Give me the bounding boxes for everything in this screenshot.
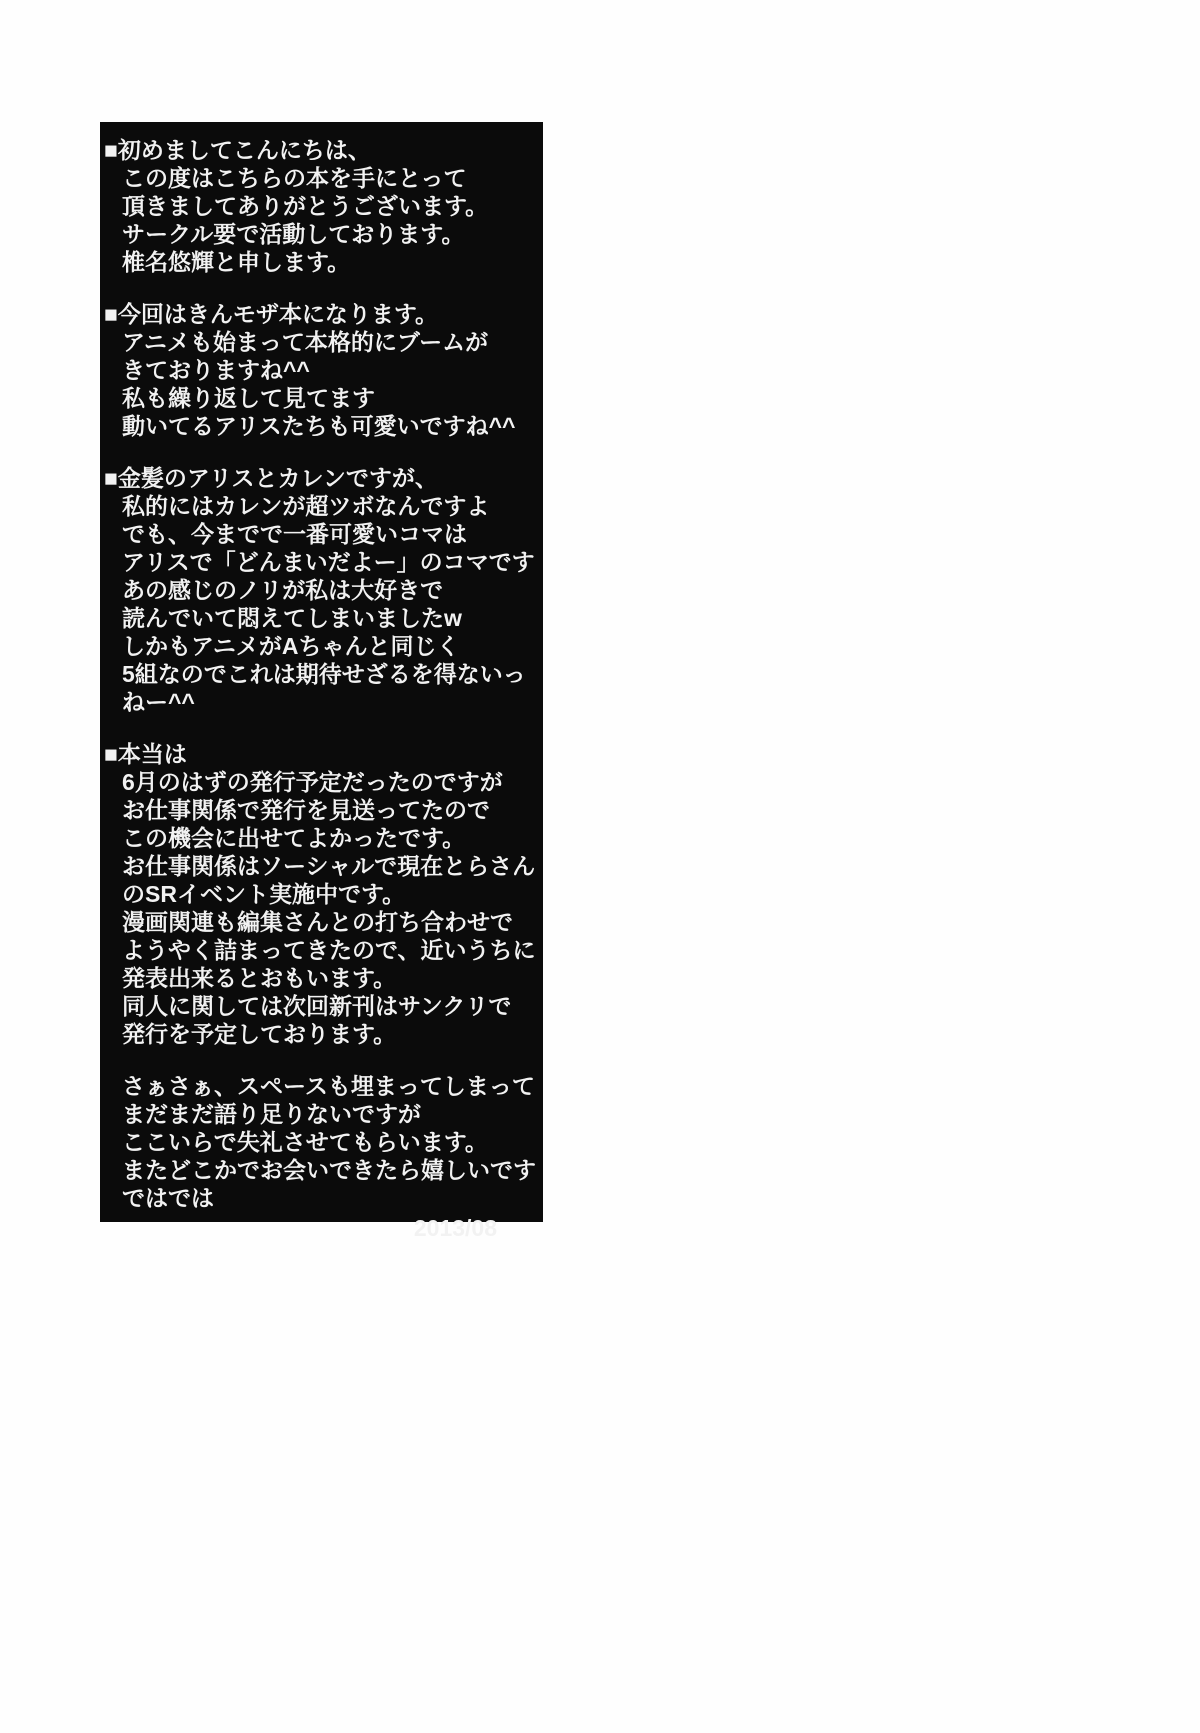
text-line: お仕事関係はソーシャルで現在とらさん <box>122 853 536 879</box>
text-line: あの感じのノリが私は大好きで <box>122 577 444 603</box>
paragraph <box>100 464 543 716</box>
text-line: ようやく詰まってきたので、近いうちに <box>122 937 536 963</box>
paragraph <box>100 300 543 440</box>
text-line: 椎名悠輝と申します。 <box>122 249 351 275</box>
text-line: 6月のはずの発行予定だったのですが <box>122 769 503 795</box>
text-line: でも、今までで一番可愛いコマは <box>122 521 467 547</box>
text-line: ■金髪のアリスとカレンですが、 <box>104 465 438 491</box>
text-line: この機会に出せてよかったです。 <box>122 825 466 851</box>
text-line: この度はこちらの本を手にとって <box>122 165 467 191</box>
paragraph <box>100 740 543 1048</box>
text-line: アニメも始まって本格的にブームが <box>122 329 489 355</box>
text-line: 私も繰り返して見てます <box>122 385 375 411</box>
text-line: お仕事関係で発行を見送ってたので <box>122 797 490 823</box>
text-line: 発表出来るとおもいます。 <box>122 965 397 991</box>
text-line: のSRイベント実施中です。 <box>122 881 406 907</box>
text-line: ここいらで失礼させてもらいます。 <box>122 1129 488 1155</box>
afterword-panel <box>100 122 543 1241</box>
text-line: またどこかでお会いできたら嬉しいです <box>122 1157 536 1183</box>
text-line: 私的にはカレンが超ツボなんですよ <box>122 493 490 519</box>
text-line: ねー^^ <box>122 689 195 715</box>
text-line: 動いてるアリスたちも可愛いですね^^ <box>122 413 516 439</box>
text-line: 同人に関しては次回新刊はサンクリで <box>122 993 512 1019</box>
text-line: さぁさぁ、スペースも埋まってしまって <box>122 1073 535 1099</box>
text-line: 5組なのでこれは期待せざるを得ないっ <box>122 661 526 687</box>
text-line: 頂きましてありがとうございます。 <box>122 193 489 219</box>
text-line: 読んでいて悶えてしまいましたw <box>122 605 462 631</box>
text-line: まだまだ語り足りないですが <box>122 1101 421 1127</box>
text-line: 発行を予定しております。 <box>122 1021 397 1047</box>
text-line: ■今回はきんモザ本になります。 <box>104 301 439 327</box>
text-line: サークル要で活動しております。 <box>122 221 465 247</box>
text-line: きておりますね^^ <box>122 357 310 383</box>
date-label: 2013/08 <box>413 1215 497 1241</box>
text-line: アリスで「どんまいだよー」のコマです <box>122 549 535 575</box>
paragraph <box>100 136 543 276</box>
afterword-text <box>100 136 543 1212</box>
text-line: ■本当は <box>104 741 187 767</box>
text-line: 漫画関連も編集さんとの打ち合わせで <box>122 909 513 935</box>
text-line: ■初めましてこんにちは、 <box>104 137 371 163</box>
text-line: しかもアニメがAちゃんと同じく <box>122 633 460 659</box>
text-line: ではでは <box>122 1185 214 1211</box>
paragraph <box>100 1072 543 1212</box>
